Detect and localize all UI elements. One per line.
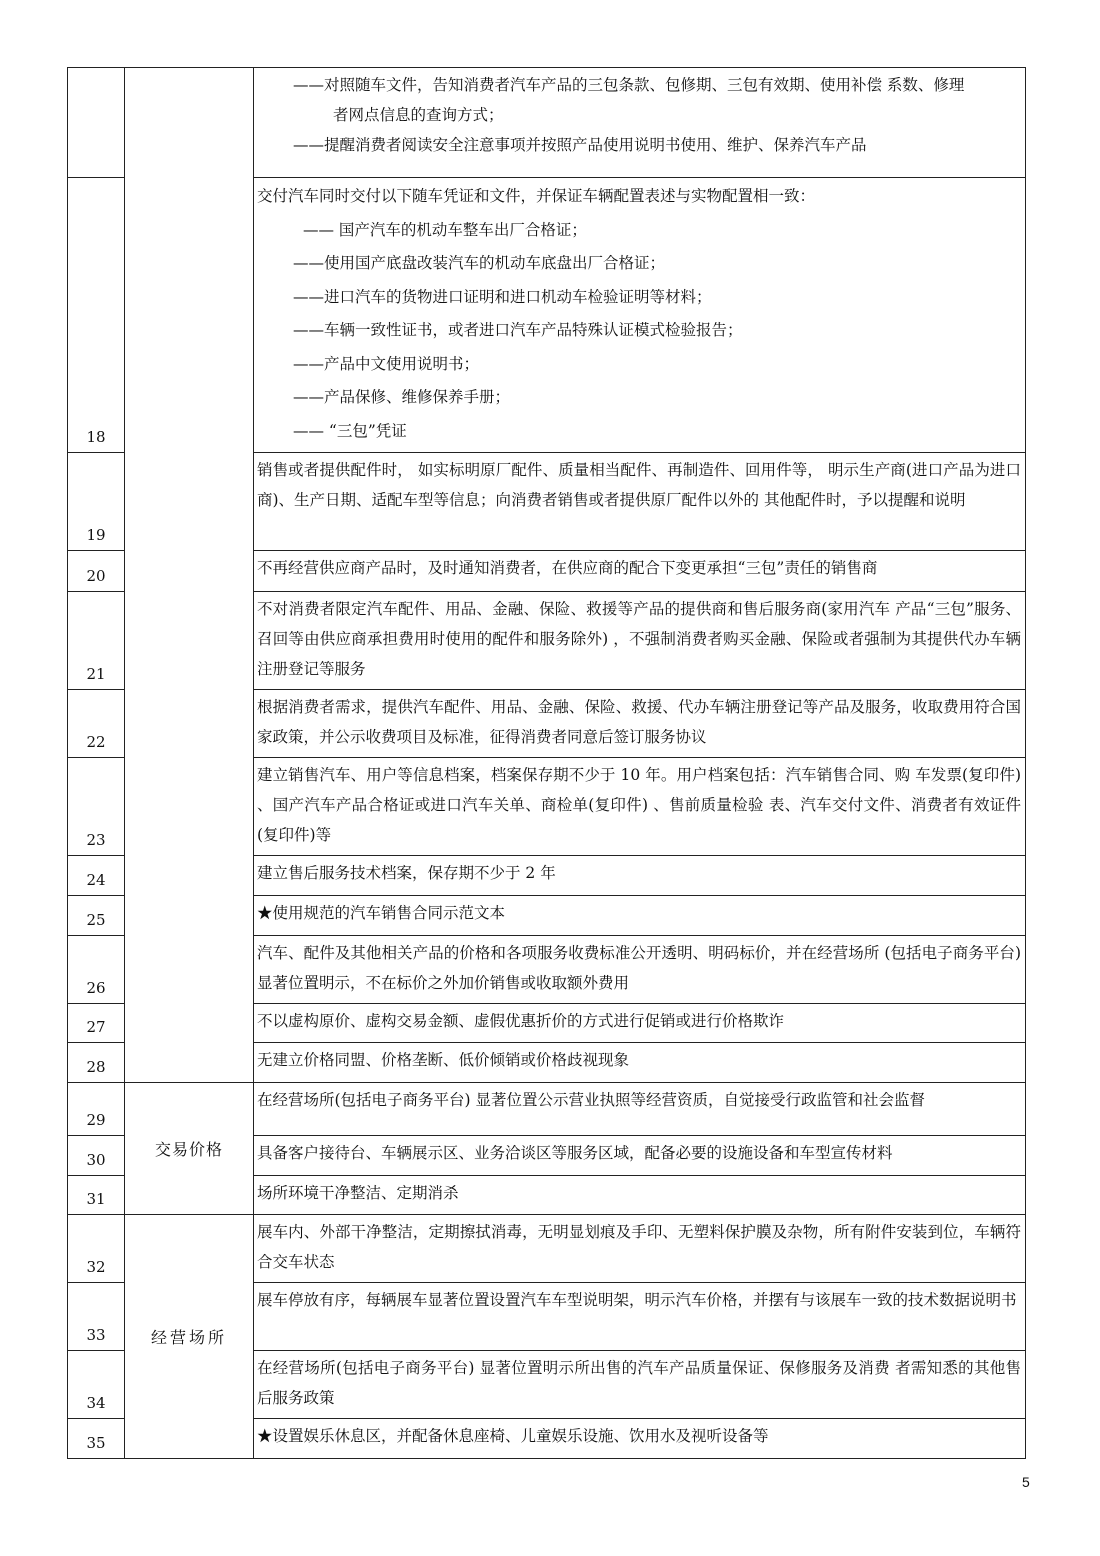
row-number: 29	[86, 1111, 106, 1129]
page-number: 5	[1022, 1474, 1030, 1490]
requirement-line: ——对照随车文件，告知消费者汽车产品的三包条款、包修期、三包有效期、使用补偿 系数、修理	[293, 76, 965, 94]
row-number: 32	[86, 1258, 106, 1276]
requirement-cell	[254, 856, 1026, 896]
requirement-cell	[254, 453, 1026, 551]
row-number: 25	[86, 911, 106, 929]
row-number-cell	[68, 856, 125, 896]
row-number-cell	[68, 1083, 125, 1136]
requirement-cell	[254, 68, 1026, 178]
requirement-text: 在经营场所(包括电子商务平台) 显著位置公示营业执照等经营资质，自觉接受行政监管和社会监督	[257, 1091, 926, 1109]
table-row	[68, 68, 1026, 178]
row-number-cell	[68, 1004, 125, 1043]
inspection-table	[67, 67, 1026, 1459]
row-number: 33	[86, 1326, 106, 1344]
requirement-text: 在经营场所(包括电子商务平台) 显著位置明示所出售的汽车产品质量保证、保修服务及消费 者需知悉的其他售后服务政策	[257, 1359, 1021, 1407]
row-number: 34	[86, 1394, 106, 1412]
row-number: 31	[86, 1190, 106, 1208]
row-number-cell	[68, 1215, 125, 1283]
requirement-line: —— 国产汽车的机动车整车出厂合格证；	[303, 220, 587, 239]
requirement-text: 不再经营供应商产品时，及时通知消费者，在供应商的配合下变更承担“三包”责任的销售商	[257, 559, 878, 577]
row-number: 35	[86, 1434, 106, 1452]
requirement-cell	[254, 896, 1026, 936]
requirement-text: 汽车、配件及其他相关产品的价格和各项服务收费标准公开透明、明码标价，并在经营场所 (包括电子商务平台)显著位置明示，不在标价之外加价销售或收取额外费用	[257, 944, 1021, 992]
requirement-text: 具备客户接待台、车辆展示区、业务洽谈区等服务区域，配备必要的设施设备和车型宣传材料	[257, 1144, 893, 1162]
row-number-cell	[68, 1136, 125, 1176]
requirement-line: ——产品保修、维修保养手册；	[293, 388, 511, 406]
row-number	[68, 68, 124, 177]
requirement-line: ——产品中文使用说明书；	[293, 354, 480, 373]
requirement-text: 展车停放有序，每辆展车显著位置设置汽车车型说明架，明示汽车价格，并摆有与该展车一致的技术数据说明书	[257, 1291, 1017, 1309]
requirement-line: —— “三包”凭证	[293, 421, 407, 440]
requirement-text: 不以虚构原价、虚构交易金额、虚假优惠折价的方式进行促销或进行价格欺诈	[257, 1012, 785, 1030]
row-number-cell	[68, 453, 125, 551]
row-number: 27	[86, 1018, 106, 1036]
row-number-cell	[68, 551, 125, 592]
requirement-line: ——提醒消费者阅读安全注意事项并按照产品使用说明书使用、维护、保养汽车产品	[293, 136, 867, 154]
table-row	[68, 1083, 1026, 1136]
requirement-text: ★设置娱乐休息区，并配备休息座椅、儿童娱乐设施、饮用水及视听设备等	[257, 1427, 769, 1445]
row-number-cell	[68, 896, 125, 936]
requirement-text: 场所环境干净整洁、定期消杀	[257, 1184, 459, 1202]
row-number-cell	[68, 1351, 125, 1419]
requirement-line: 者网点信息的查询方式；	[333, 106, 504, 124]
row-number: 23	[86, 831, 106, 849]
row-number-cell	[68, 690, 125, 758]
row-number: 28	[86, 1058, 106, 1076]
requirement-text: 不对消费者限定汽车配件、用品、金融、保险、救援等产品的提供商和售后服务商(家用汽车 产品“三包”服务、召回等由供应商承担费用时使用的配件和服务除外) ，不强制消费者购买金融、保险或者强制为其提供代办车辆注册登记等服务	[257, 600, 1021, 678]
requirement-cell	[254, 1351, 1026, 1419]
requirement-text: 建立售后服务技术档案，保存期不少于 2 年	[257, 864, 556, 882]
requirement-cell	[254, 1419, 1026, 1459]
requirement-text: 建立销售汽车、用户等信息档案，档案保存期不少于 10 年。用户档案包括：汽车销售合同、购 车发票(复印件) 、国产汽车产品合格证或进口汽车关单、商检单(复印件) 、售前质量检验 表、汽车交付文件、消费者有效证件(复印件)等	[257, 766, 1021, 844]
row-number-cell	[68, 178, 125, 453]
category-cell-price	[125, 1083, 254, 1215]
category-label: 经营场所	[150, 1328, 227, 1347]
requirement-cell	[254, 690, 1026, 758]
row-number: 26	[86, 979, 106, 997]
requirement-text: 无建立价格同盟、价格垄断、低价倾销或价格歧视现象	[257, 1051, 630, 1069]
row-number: 24	[86, 871, 106, 889]
requirement-cell	[254, 592, 1026, 690]
requirement-text: ★使用规范的汽车销售合同示范文本	[257, 904, 506, 922]
requirement-text: 根据消费者需求，提供汽车配件、用品、金融、保险、救援、代办车辆注册登记等产品及服务，收取费用符合国家政策，并公示收费项目及标准，征得消费者同意后签订服务协议	[257, 698, 1021, 746]
requirement-cell	[254, 936, 1026, 1004]
requirement-cell	[254, 1043, 1026, 1083]
requirement-cell	[254, 758, 1026, 856]
row-number: 19	[86, 526, 106, 544]
requirement-line: ——车辆一致性证书，或者进口汽车产品特殊认证模式检验报告；	[293, 321, 743, 339]
requirement-text: 销售或者提供配件时， 如实标明原厂配件、质量相当配件、再制造件、回用件等， 明示生产商(进口产品为进口商)、生产日期、适配车型等信息；向消费者销售或者提供原厂配件以外的 其他配件时，予以提醒和说明	[257, 461, 1021, 509]
requirement-cell	[254, 1136, 1026, 1176]
row-number-cell	[68, 1419, 125, 1459]
row-number: 18	[86, 428, 106, 446]
row-number-cell	[68, 1283, 125, 1351]
requirement-cell	[254, 1176, 1026, 1215]
requirement-cell	[254, 1004, 1026, 1043]
row-number: 22	[86, 733, 106, 751]
requirement-cell	[254, 178, 1026, 453]
requirement-cell	[254, 1215, 1026, 1283]
category-cell-venue	[125, 1215, 254, 1459]
row-number-cell	[68, 1176, 125, 1215]
row-number: 20	[86, 567, 106, 585]
row-number: 30	[86, 1151, 106, 1169]
requirement-line: ——使用国产底盘改装汽车的机动车底盘出厂合格证；	[293, 254, 666, 272]
row-number-cell	[68, 592, 125, 690]
requirement-cell	[254, 551, 1026, 592]
category-cell-empty	[125, 68, 254, 1083]
row-number-cell	[68, 1043, 125, 1083]
requirement-line: ——进口汽车的货物进口证明和进口机动车检验证明等材料；	[293, 287, 712, 306]
category-label: 交易价格	[154, 1140, 223, 1159]
requirement-text: 展车内、外部干净整洁，定期擦拭消毒，无明显划痕及手印、无塑料保护膜及杂物，所有附件安装到位，车辆符合交车状态	[257, 1223, 1021, 1271]
row-number: 21	[86, 665, 106, 683]
requirement-cell	[254, 1083, 1026, 1136]
row-number-cell	[68, 758, 125, 856]
row-number-cell	[68, 68, 125, 178]
row-number-cell	[68, 936, 125, 1004]
table-row	[68, 1215, 1026, 1283]
requirement-line: 交付汽车同时交付以下随车凭证和文件，并保证车辆配置表述与实物配置相一致：	[257, 187, 816, 205]
requirement-cell	[254, 1283, 1026, 1351]
